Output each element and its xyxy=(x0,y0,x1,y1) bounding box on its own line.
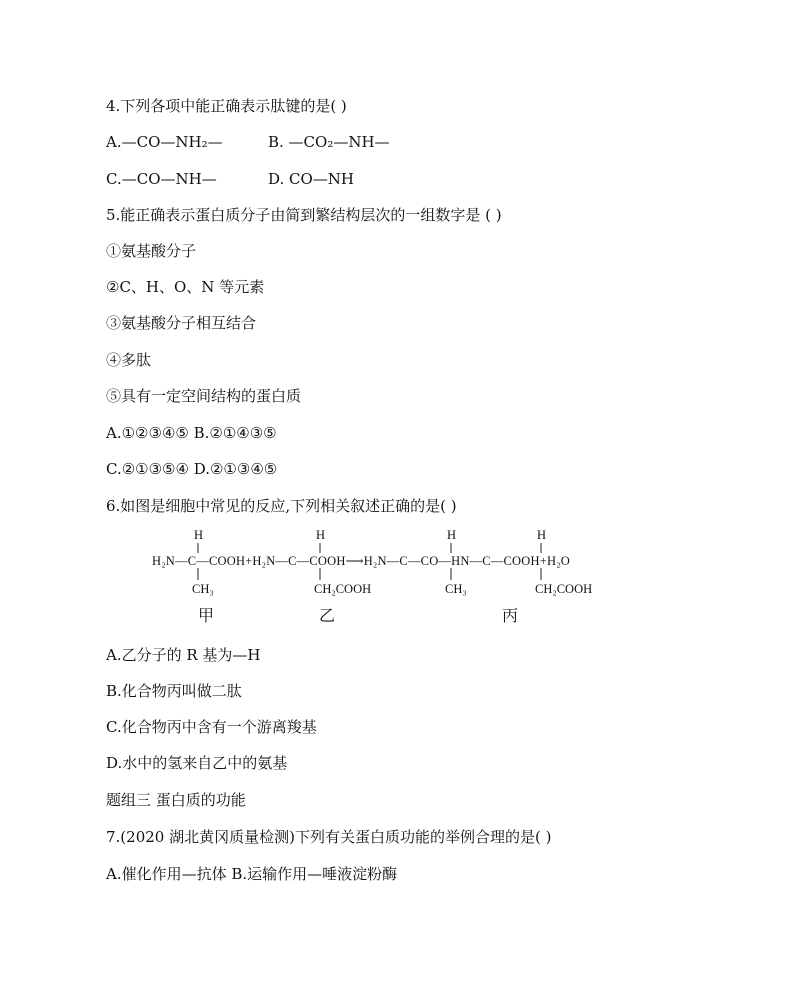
h-atom-yi: H xyxy=(316,528,326,542)
q5-item-2: ②C、H、O、N 等元素 xyxy=(106,278,265,296)
q6-option-d: D.水中的氢来自乙中的氨基 xyxy=(106,754,288,772)
q5-item-5: ⑤具有一定空间结构的蛋白质 xyxy=(106,387,302,405)
h-atom-bing-1: H xyxy=(447,528,457,542)
label-yi: 乙 xyxy=(319,606,336,625)
q5-stem: 5.能正确表示蛋白质分子由简到繁结构层次的一组数字是 ( ) xyxy=(106,206,502,224)
ch2cooh-bing: CH₂COOH xyxy=(535,582,593,596)
q5-item-3: ③氨基酸分子相互结合 xyxy=(106,314,257,332)
q7-options-ab: A.催化作用—抗体 B.运输作用—唾液淀粉酶 xyxy=(106,865,398,883)
ch2cooh-yi: CH₂COOH xyxy=(314,582,372,596)
ch3-jia: CH₃ xyxy=(192,582,214,596)
q6-option-b: B.化合物丙叫做二肽 xyxy=(106,682,242,700)
q5-item-1: ①氨基酸分子 xyxy=(106,242,197,260)
q4-option-d: D. CO—NH xyxy=(268,170,355,188)
q5-options-cd: C.②①③⑤④ D.②①③④⑤ xyxy=(106,460,278,478)
q4-option-c: C.—CO—NH— xyxy=(106,170,217,188)
q6-stem: 6.如图是细胞中常见的反应,下列相关叙述正确的是( ) xyxy=(106,497,457,515)
reaction-equation: H₂N—C—COOH+H₂N—C—COOH⟶H₂N—C—CO—HN—C—COOH+H₂O xyxy=(152,554,570,568)
q7-stem: 7.(2020 湖北黄冈质量检测)下列有关蛋白质功能的举例合理的是( ) xyxy=(106,828,552,846)
q4-option-b: B. —CO₂—NH— xyxy=(268,133,390,151)
section-heading: 题组三 蛋白质的功能 xyxy=(106,791,246,809)
q4-option-a: A.—CO—NH₂— xyxy=(106,133,223,151)
label-jia: 甲 xyxy=(198,606,215,625)
q6-option-c: C.化合物丙中含有一个游离羧基 xyxy=(106,718,317,736)
label-bing: 丙 xyxy=(502,606,519,625)
q5-item-4: ④多肽 xyxy=(106,351,152,369)
q6-option-a: A.乙分子的 R 基为—H xyxy=(106,646,261,664)
h-atom-jia: H xyxy=(194,528,204,542)
h-atom-bing-2: H xyxy=(537,528,547,542)
q5-options-ab: A.①②③④⑤ B.②①④③⑤ xyxy=(106,424,277,442)
ch3-bing: CH₃ xyxy=(445,582,467,596)
q4-stem: 4.下列各项中能正确表示肽键的是( ) xyxy=(106,97,347,115)
